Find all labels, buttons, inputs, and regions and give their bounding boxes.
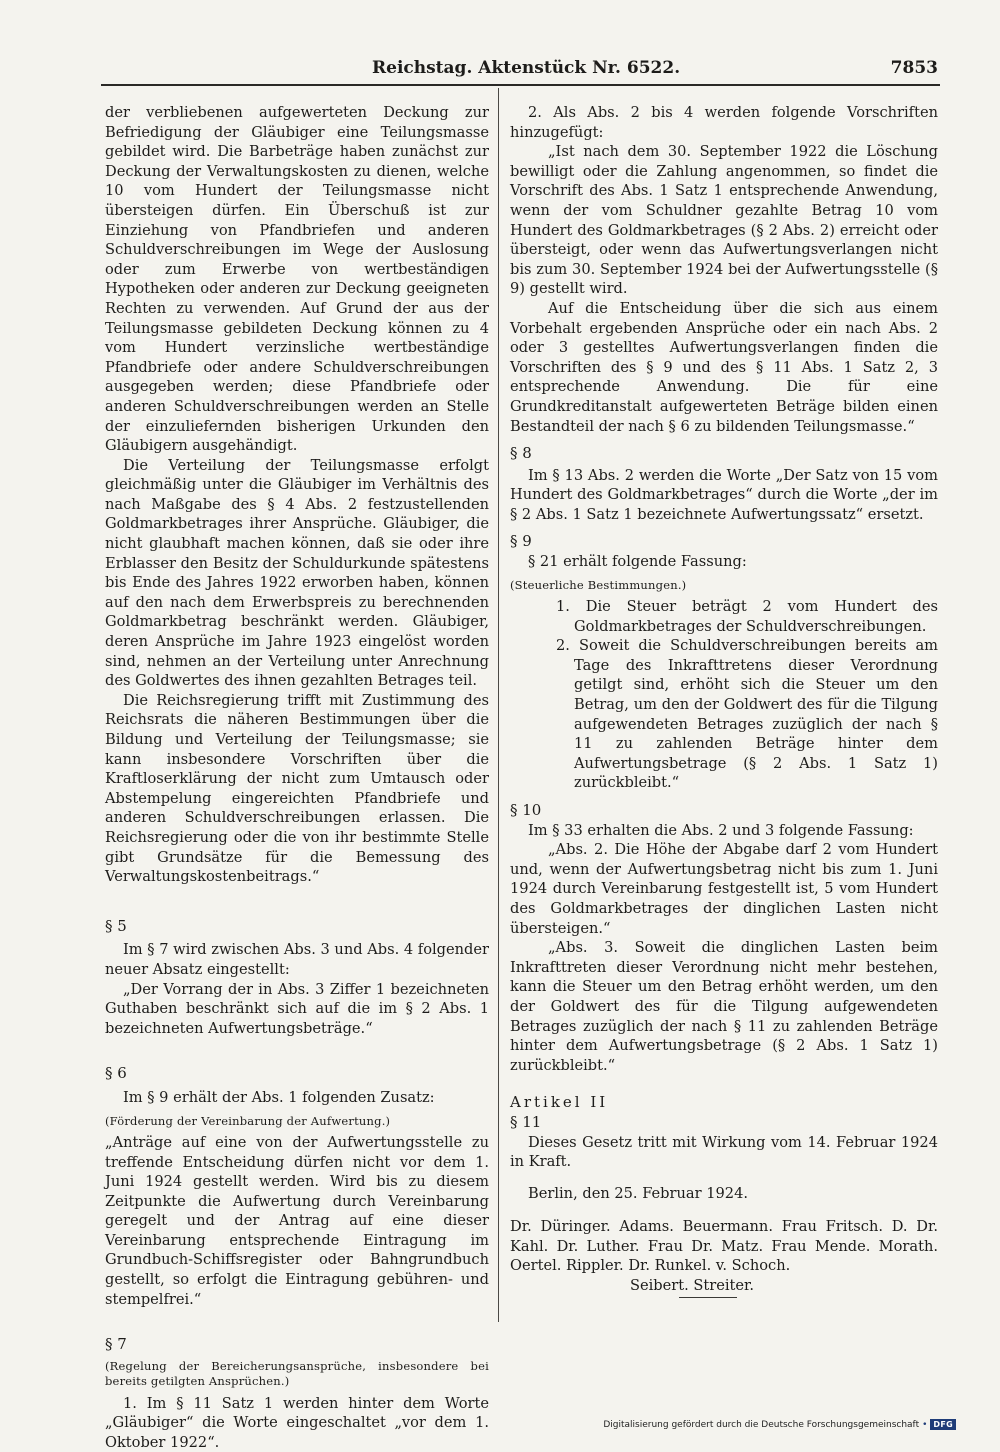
signatories: Dr. Düringer. Adams. Beuermann. Frau Fritsch. D. Dr. Kahl. Dr. Luther. Frau Dr. Matz. Frau Mende. Morath. Oertel. Rippler. Dr. Runkel. v. Schoch. xyxy=(510,1218,938,1275)
footer xyxy=(603,1419,956,1430)
section-heading: § 7 xyxy=(105,1335,127,1354)
dfg-logo: DFG xyxy=(930,1419,956,1430)
left-column xyxy=(105,103,489,1452)
quoted-paragraph: „Abs. 2. Die Höhe der Abgabe darf 2 vom Hundert und, wenn der Aufwertungsbetrag nicht bis zum 1. Juni 1924 durch Vereinbarung festgestellt ist, 5 vom Hundert des Goldmarkbetrages der dinglichen Lasten nicht übersteigen.“ xyxy=(510,841,938,937)
article-heading: Artikel II xyxy=(510,1093,609,1112)
subheading: (Steuerliche Bestimmungen.) xyxy=(510,577,687,592)
paragraph: Dieses Gesetz tritt mit Wirkung vom 14. Februar 1924 in Kraft. xyxy=(510,1133,938,1171)
paragraph: Im § 33 erhalten die Abs. 2 und 3 folgende Fassung: xyxy=(528,821,914,839)
paragraph: 2. Als Abs. 2 bis 4 werden folgende Vorschriften hinzugefügt: xyxy=(510,104,938,141)
paragraph: Die Verteilung der Teilungsmasse erfolgt gleichmäßig unter die Gläubiger im Verhältnis des nach Maßgabe des § 4 Abs. 2 festzustellenden Goldmarkbetrages ihrer Ansprüche. Gläubiger, die nicht glaubhaft machen können, daß sie oder ihre Erblasser den Besitz der Schuldurkunde spätestens bis Ende des Jahres 1922 erworben haben, können auf den nach dem Erwerbspreis zu berechnenden Goldmarkbetrag beschränkt werden. Gläubiger, deren Ansprüche im Jahre 1923 eingelöst worden sind, nehmen an der Verteilung unter Anrechnung des Goldwertes des ihnen gezahlten Betrages teil. xyxy=(105,456,489,690)
column-divider xyxy=(498,88,499,1322)
paragraph: § 21 erhält folgende Fassung: xyxy=(528,553,747,571)
quoted-paragraph: „Ist nach dem 30. September 1922 die Löschung bewilligt oder die Zahlung angenommen, so findet die Vorschrift des Abs. 1 Satz 1 entsprechende Anwendung, wenn der vom Schuldner gezahlte Betrag 10 vom Hundert des Goldmarkbetrages (§ 2 Abs. 2) erreicht oder übersteigt, oder wenn das Aufwertungsverlangen nicht bis zum 30. September 1924 bei der Aufwertungsstelle (§ 9) gestellt wird. xyxy=(510,143,938,298)
signatories-end: Seibert. Streiter. xyxy=(630,1277,755,1295)
section-heading: § 10 xyxy=(510,801,542,819)
header-title: Reichstag. Aktenstück Nr. 6522. xyxy=(372,58,681,78)
paragraph: Die Reichsregierung trifft mit Zustimmung des Reichsrats die näheren Bestimmungen über die Bildung und Verteilung der Teilungsmasse; sie kann insbesondere Vorschriften über die Kraftloserklärung der nicht zum Umtausch oder Abstempelung eingereichten Pfandbriefe und anderen Schuldverschreibungen erlassen. Die Reichsregierung oder die von ihr bestimmte Stelle gibt Grundsätze für die Bemessung des Verwaltungskostenbeitrags.“ xyxy=(105,691,489,886)
subheading: (Förderung der Vereinbarung der Aufwertung.) xyxy=(105,1113,391,1128)
paragraph: Im § 13 Abs. 2 werden die Worte „Der Satz von 15 vom Hundert des Goldmarkbetrages“ durch die Worte „der im § 2 Abs. 1 Satz 1 bezeichnete Aufwertungssatz“ ersetzt. xyxy=(510,466,938,523)
subheading: (Regelung der Bereicherungsansprüche, insbesondere bei bereits getilgten Ansprüchen.) xyxy=(105,1358,489,1389)
paragraph: 1. Im § 11 Satz 1 werden hinter dem Worte „Gläubiger“ die Worte eingeschaltet „vor dem 1. Oktober 1922“. xyxy=(105,1394,489,1451)
section-heading: § 5 xyxy=(105,916,127,935)
section-heading: § 11 xyxy=(510,1112,542,1131)
list-item: 2. Soweit die Schuldverschreibungen bereits am Tage des Inkrafttretens dieser Verordnung getilgt sind, erhöht sich die Steuer um den Betrag, um den der Goldwert des für die Tilgung aufgewendeten Betrages zuzüglich der nach § 11 zu zahlenden Beträge hinter dem Aufwertungsbetrage (§ 2 Abs. 1 Satz 1) zurückbleibt.“ xyxy=(556,637,938,792)
quoted-paragraph: „Abs. 3. Soweit die dinglichen Lasten beim Inkrafttreten dieser Verordnung nicht mehr bestehen, kann die Steuer um den Betrag erhöht werden, um den der Goldwert des für die Tilgung aufgewendeten Betrages zuzüglich der nach § 11 zu zahlenden Beträge hinter dem Aufwertungsbetrage (§ 2 Abs. 1 Satz 1) zurückbleibt.“ xyxy=(510,939,938,1074)
list-item: 1. Die Steuer beträgt 2 vom Hundert des Goldmarkbetrages der Schuldverschreibungen. xyxy=(556,598,938,635)
header-rule xyxy=(101,84,940,86)
right-column xyxy=(510,103,938,1296)
paragraph: Im § 7 wird zwischen Abs. 3 und Abs. 4 folgender neuer Absatz eingestellt: xyxy=(105,941,489,978)
quoted-paragraph: Auf die Entscheidung über die sich aus einem Vorbehalt ergebenden Ansprüche oder ein nach Abs. 2 oder 3 gestelltes Aufwertungsverlangen finden die Vorschriften des § 9 und des § 11 Abs. 1 Satz 2, 3 entsprechende Anwendung. Die für eine Grundkreditanstalt aufgewerteten Beträge bilden einen Bestandteil der nach § 6 zu bildenden Teilungsmasse.“ xyxy=(510,299,938,435)
place-date: Berlin, den 25. Februar 1924. xyxy=(528,1184,748,1202)
quoted-paragraph: „Der Vorrang der in Abs. 3 Ziffer 1 bezeichneten Guthaben beschränkt sich auf die im § 2 Abs. 1 bezeichneten Aufwertungsbeträge.“ xyxy=(105,980,489,1037)
quoted-paragraph: „Anträge auf eine von der Aufwertungsstelle zu treffende Entscheidung dürfen nicht vor dem 1. Juni 1924 gestellt werden. Wird bis zu diesem Zeitpunkte die Aufwertung durch Vereinbarung geregelt und der Antrag auf eine dieser Vereinbarung entsprechende Eintragung im Grundbuch-Schiffsregister oder Bahngrundbuch gestellt, so erfolgt die Eintragung gebühren- und stempelfrei.“ xyxy=(105,1133,489,1308)
page-number: 7853 xyxy=(890,58,938,78)
footer-text: Digitalisierung gefördert durch die Deutsche Forschungsgemeinschaft xyxy=(603,1419,920,1430)
footer-separator: • xyxy=(922,1419,928,1430)
paragraph: Im § 9 erhält der Abs. 1 folgenden Zusatz: xyxy=(123,1088,435,1106)
section-heading: § 8 xyxy=(510,444,532,463)
section-heading: § 9 xyxy=(510,532,532,551)
paragraph: der verbliebenen aufgewerteten Deckung zur Befriedigung der Gläubiger eine Teilungsmasse gebildet wird. Die Barbeträge haben zunächst zur Deckung der Verwaltungskosten zu dienen, welche 10 vom Hundert der Teilungsmasse nicht übersteigen dürfen. Ein Überschuß ist zur Einziehung von Pfandbriefen und anderen Schuldverschreibungen im Wege der Auslosung oder zum Erwerbe von wertbeständigen Hypotheken oder anderen zur Deckung geeigneten Rechten zu verwenden. Auf Grund der aus der Teilungsmasse gebildeten Deckung können zu 4 vom Hundert verzinsliche wertbeständige Pfandbriefe oder andere Schuldverschreibungen ausgegeben werden; diese Pfandbriefe oder anderen Schuldverschreibungen werden an Stelle der einzuliefernden bisherigen Urkunden den Gläubigern ausgehändigt. xyxy=(105,104,489,455)
section-heading: § 6 xyxy=(105,1064,127,1083)
closing-rule xyxy=(679,1297,737,1298)
